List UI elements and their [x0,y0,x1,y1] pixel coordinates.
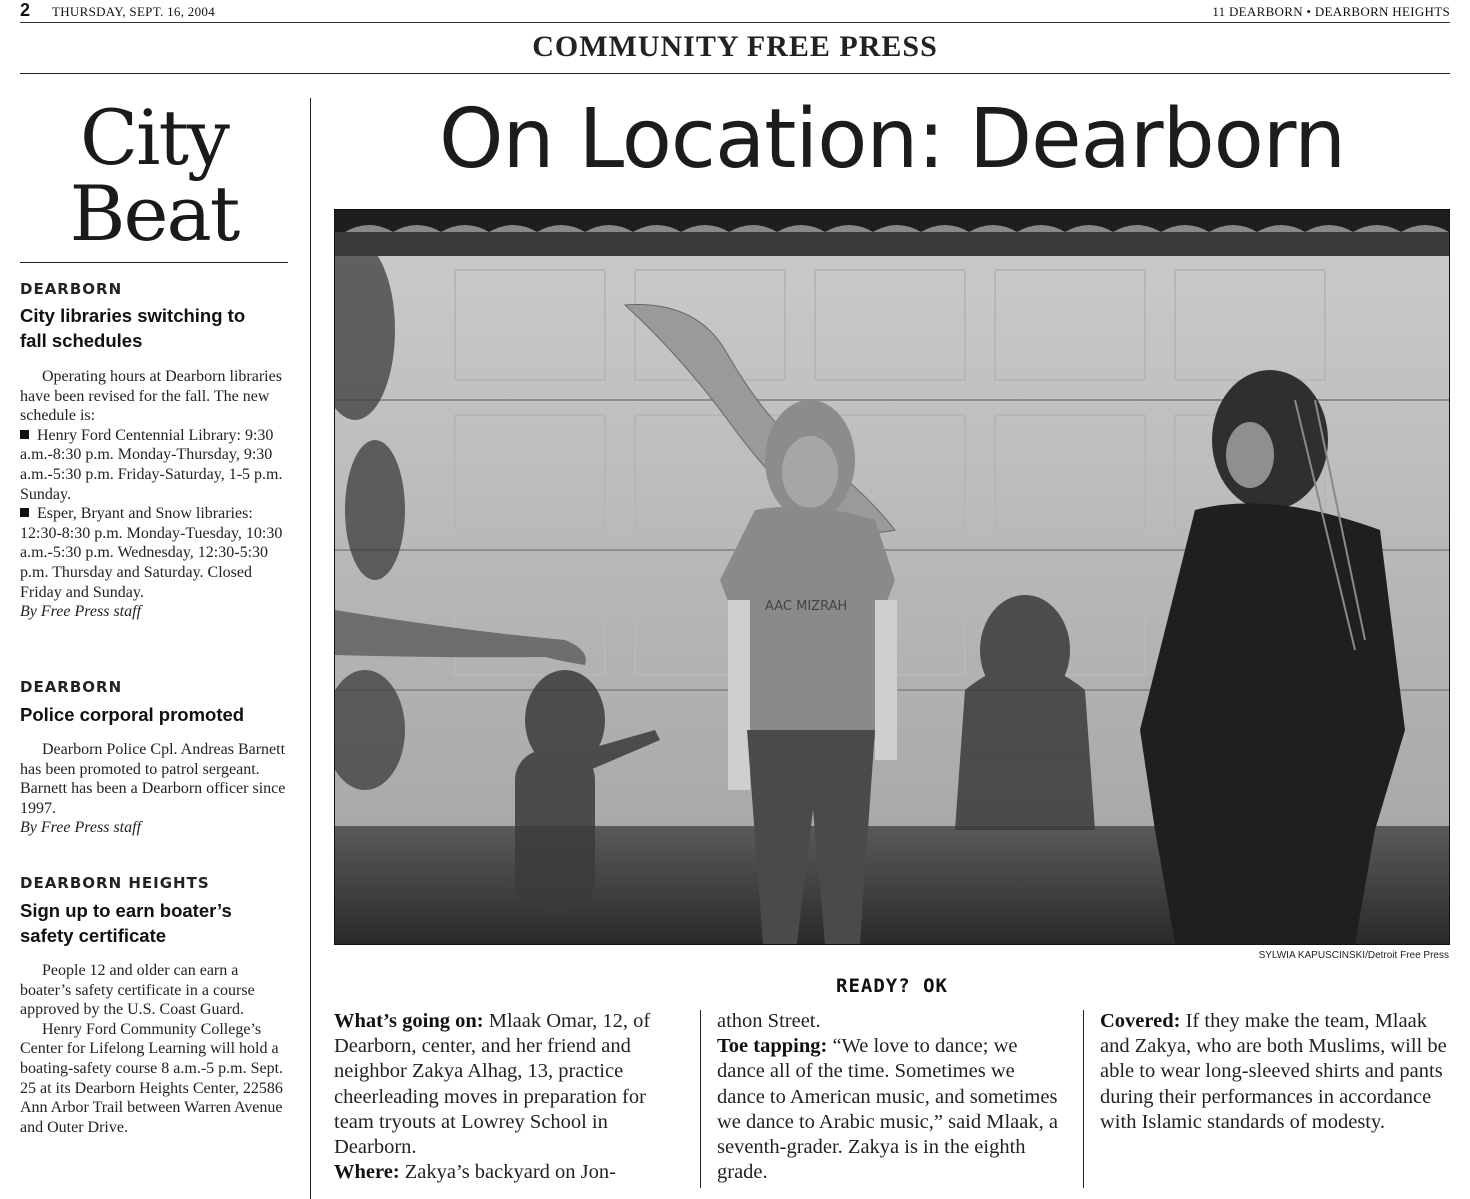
page-number: 2 [20,0,31,20]
top-rule [20,22,1450,23]
cutline-label: What’s going on: [334,1010,484,1032]
cutline-text: If they make the team, Mlaak and Zakya, who are both Muslims, will be able to wear long-sleeved shirts and pants during their performances in accordance with Islamic standards of modesty. [1100,1010,1447,1133]
brief-headline: Police corporal promoted [20,704,245,725]
city-beat-rule [20,262,288,263]
cutline-text: athon Street. [717,1010,821,1032]
cutline-text: Zakya’s backyard on Jon- [399,1161,616,1184]
city-beat-title [20,93,288,258]
section-label: 11 DEARBORN • DEARBORN HEIGHTS [1212,4,1450,19]
brief-body [20,740,288,838]
brief-headline: City libraries switching to fall schedules [20,305,246,351]
brief-bullet: Esper, Bryant and Snow libraries: 12:30-8:30 p.m. Monday-Tuesday, 10:30 a.m.-5:30 p.m. Wednesday, 12:30-5:30 p.m. Thursday and Saturday. Closed Friday and Sunday. [20,505,283,601]
brief-body [20,367,288,622]
brief-bullet: Henry Ford Centennial Library: 9:30 a.m.-8:30 p.m. Monday-Thursday, 9:30 a.m.-5:30 p.m. Friday-Saturday, 1-5 p.m. Sunday. [20,426,283,503]
brief-byline: By Free Press staff [20,603,142,621]
page-folio [20,2,1450,22]
masthead: COMMUNITY FREE PRESS [532,30,938,63]
column-divider [700,1010,701,1188]
photo-credit: SYLWIA KAPUSCINSKI/Detroit Free Press [1258,950,1449,961]
column-divider [1083,1010,1084,1188]
cutline-text: Mlaak Omar, 12, of Dearborn, center, and her friend and neighbor Zakya Alhag, 13, practice cheerleading moves in preparation for team tryouts at Lowrey School in Dearborn. [334,1010,651,1159]
brief-byline: By Free Press staff [20,819,142,837]
issue-date: THURSDAY, SEPT. 16, 2004 [52,4,215,19]
brief-kicker: DEARBORN HEIGHTS [20,874,210,892]
city-beat-line2: Beat [69,169,239,258]
column-rule [310,98,311,1199]
shirt-text: AAC MIZRAH [765,599,848,614]
cutline-column-1 [334,1009,672,1185]
cutline-text: “We love to dance; we dance all of the time. Sometimes we dance to American music, and sometimes we dance to Arabic music,” said Mlaak, a seventh-grader. Zakya is in the eighth grade. [717,1035,1058,1184]
photo-illustration [335,210,1449,944]
brief-paragraph: Operating hours at Dearborn libraries have been revised for the fall. The new schedule is: [20,368,282,425]
brief-paragraph: Henry Ford Community College’s Center for Lifelong Learning will hold a boating-safety course 8 a.m.-5 p.m. Sept. 25 at its Dearborn Heights Center, 22586 Ann Arbor Trail between Warren Avenue and Outer Drive. [20,1020,284,1136]
brief-headline: Sign up to earn boater’s safety certificate [20,900,232,946]
brief-paragraph: Dearborn Police Cpl. Andreas Barnett has been promoted to patrol sergeant. Barnett has been a Dearborn officer since 1997. [20,741,286,817]
bullet-square-icon [20,508,29,517]
bullet-square-icon [20,430,29,439]
cutline-column-2 [717,1009,1062,1185]
masthead-rule [20,73,1450,74]
brief-body [20,961,288,1199]
feature-photo [334,209,1450,945]
cutline-label: Toe tapping: [717,1035,828,1058]
cutline-label: Where: [334,1161,400,1184]
cutline-label: Covered: [1100,1010,1181,1032]
cutline-headline: READY? OK [836,975,948,997]
feature-headline: On Location: Dearborn [438,92,1346,187]
brief-paragraph: People 12 and older can earn a boater’s safety certificate in a course approved by the U.S. Coast Guard. [20,962,255,1019]
city-beat-line1: City [80,93,228,182]
cutline-column-3 [1100,1009,1450,1135]
brief-kicker: DEARBORN [20,678,123,696]
brief-kicker: DEARBORN [20,280,123,298]
